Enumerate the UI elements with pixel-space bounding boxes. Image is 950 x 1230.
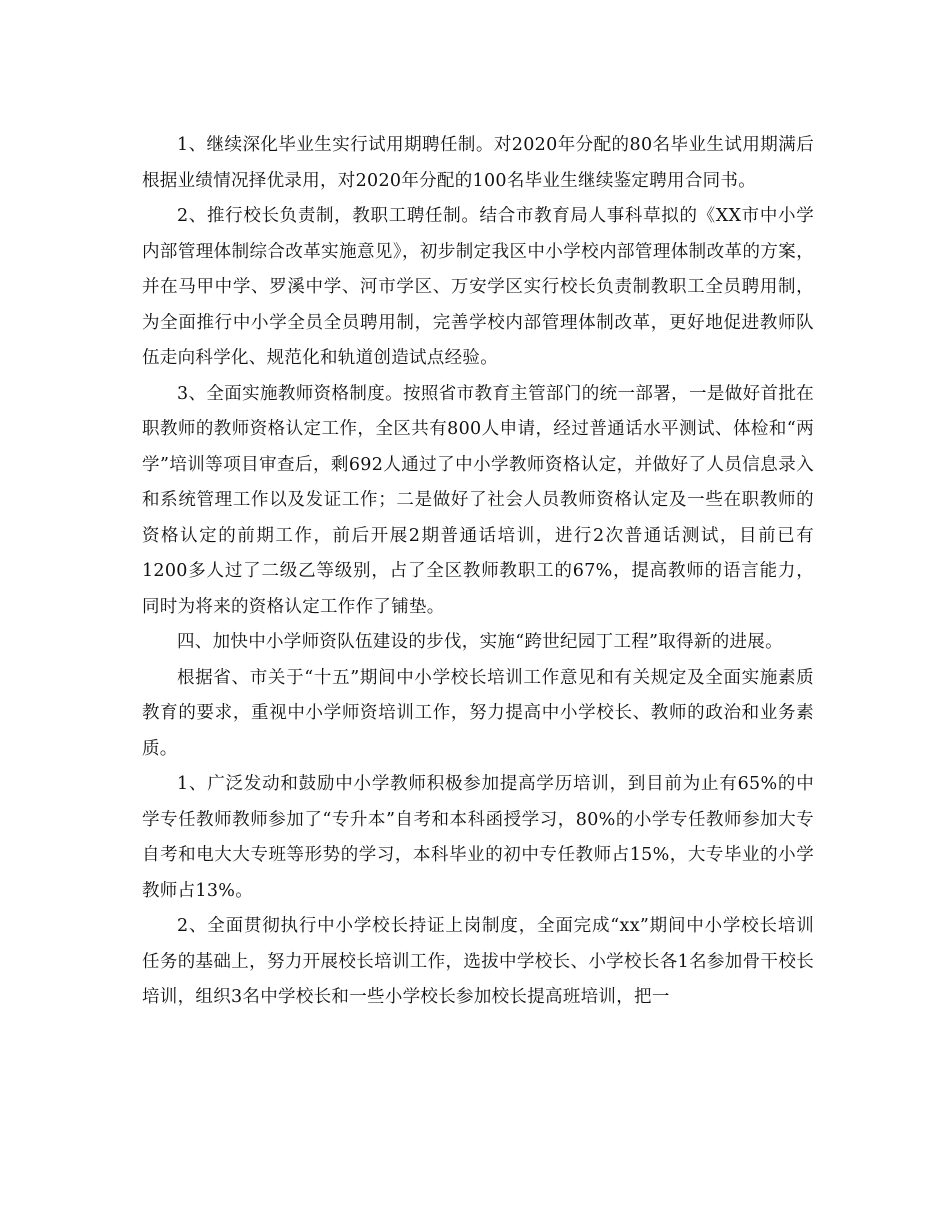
paragraph-4: 四、加快中小学师资队伍建设的步伐，实施“跨世纪园丁工程”取得新的进展。 xyxy=(177,632,783,652)
paragraph-1: 1、继续深化毕业生实行试用期聘任制。对2020年分配的80名毕业生试用期满后根据业绩情况择优录用，对2020年分配的100名毕业生继续鉴定聘用合同书。 xyxy=(142,135,814,191)
paragraph-5: 根据省、市关于“十五”期间中小学校长培训工作意见和有关规定及全面实施素质教育的要求，重视中小学师资培训工作，努力提高中小学校长、教师的政治和业务素质。 xyxy=(142,667,814,759)
paragraph-2: 2、推行校长负责制，教职工聘任制。结合市教育局人事科草拟的《XX市中小学内部管理体制综合改革实施意见》，初步制定我区中小学校内部管理体制改革的方案，并在马甲中学、罗溪中学、河市学区、万安学区实行校长负责制教职工全员聘用制，为全面推行中小学全员全员聘用制，完善学校内部管理体制改革，更好地促进教师队伍走向科学化、规范化和轨道创造试点经验。 xyxy=(142,206,814,368)
paragraph-7: 2、全面贯彻执行中小学校长持证上岗制度，全面完成“xx”期间中小学校长培训任务的基础上，努力开展校长培训工作，选拔中学校长、小学校长各1名参加骨干校长培训，组织3名中学校长和一些小学校长参加校长提高班培训，把一 xyxy=(142,916,814,1007)
paragraph-6: 1、广泛发动和鼓励中小学教师积极参加提高学历培训，到目前为止有65%的中学专任教师教师参加了“专升本”自考和本科函授学习，80%的小学专任教师参加大专自考和电大大专班等形势的学习，本科毕业的初中专任教师占15%，大专毕业的小学教师占13%。 xyxy=(142,774,814,901)
document-body xyxy=(142,128,814,1016)
paragraph-3: 3、全面实施教师资格制度。按照省市教育主管部门的统一部署，一是做好首批在职教师的教师资格认定工作，全区共有800人申请，经过普通话水平测试、体检和“两学”培训等项目审查后，剩692人通过了中小学教师资格认定，并做好了人员信息录入和系统管理工作以及发证工作；二是做好了社会人员教师资格认定及一些在职教师的资格认定的前期工作，前后开展2期普通话培训，进行2次普通话测试，目前已有1200多人过了二级乙等级别，占了全区教师教职工的67%，提高教师的语言能力，同时为将来的资格认定工作作了铺垫。 xyxy=(142,383,814,617)
